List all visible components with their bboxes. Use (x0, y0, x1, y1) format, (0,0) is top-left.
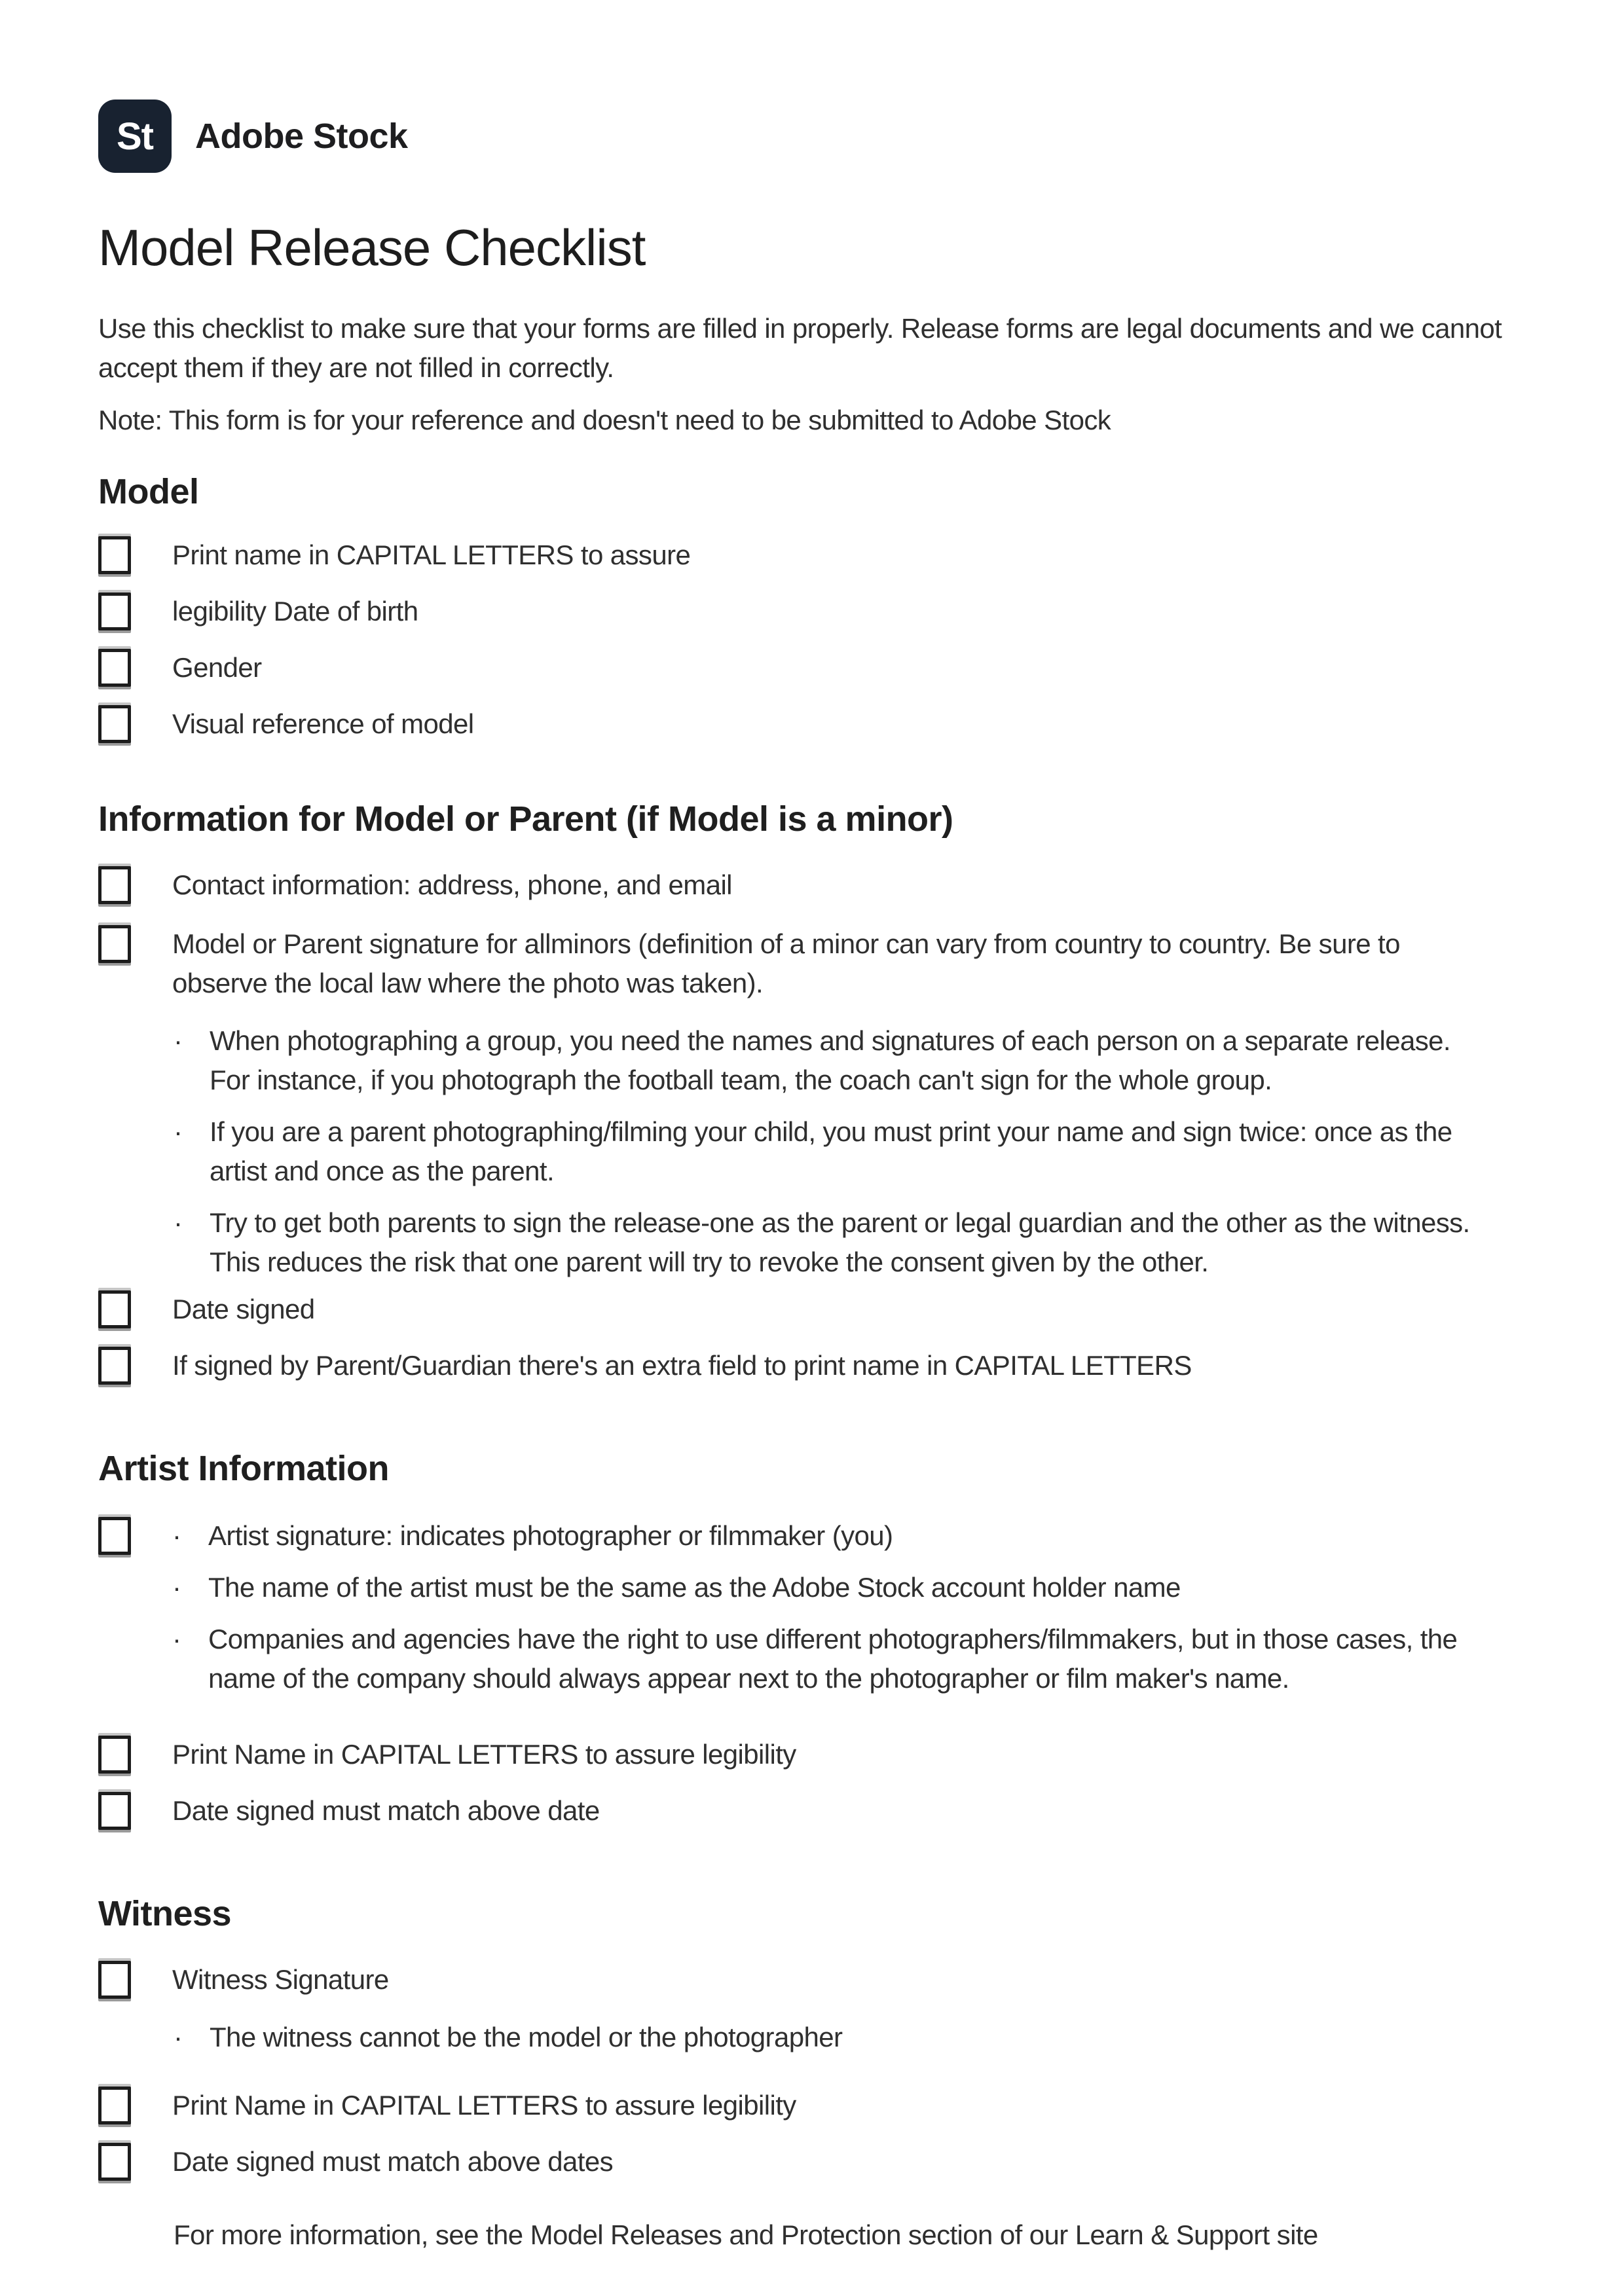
section-heading-artist: Artist Information (98, 1448, 389, 1488)
checklist-item (98, 1735, 1526, 1774)
checklist-item-label: Date signed must match above dates (172, 2145, 613, 2177)
checkbox[interactable] (98, 925, 131, 963)
bullet-list (172, 1516, 1492, 1698)
bullet-text: If you are a parent photographing/filming your child, you must print your name and sign twice: once as the artist and once as the parent. (210, 1116, 1452, 1186)
checklist-item-label: Contact information: address, phone, and email (172, 869, 732, 900)
bullet-item (174, 1021, 1526, 1100)
brand-logo (98, 0, 1526, 173)
checkbox[interactable] (98, 536, 131, 574)
checklist-item-label: If signed by Parent/Guardian there's an extra field to print name in CAPITAL LETTERS (172, 1349, 1192, 1381)
adobe-stock-icon (98, 100, 172, 173)
bullet-icon: · (174, 1025, 183, 1056)
bullet-icon: · (172, 1623, 181, 1654)
bullet-text: The name of the artist must be the same as the Adobe Stock account holder name (208, 1571, 1181, 1603)
checklist-item-label: Date signed must match above date (172, 1795, 600, 1826)
page-title: Model Release Checklist (98, 219, 646, 276)
checklist-item (98, 2142, 1526, 2181)
bullet-item (174, 2018, 1526, 2057)
bullet-icon: · (172, 1571, 181, 1603)
checkbox[interactable] (98, 2143, 131, 2181)
bullet-list (174, 1021, 1526, 1282)
bullet-text: Try to get both parents to sign the release-one as the parent or legal guardian and the other as the witness. This reduces the risk that one parent will try to revoke the consent given by the other. (210, 1207, 1470, 1277)
checkbox[interactable] (98, 705, 131, 743)
note-line: Note: This form is for your reference and doesn't need to be submitted to Adobe Stock (98, 404, 1111, 435)
checklist-item (98, 866, 1526, 905)
section-heading-witness: Witness (98, 1893, 232, 1933)
bullet-text: When photographing a group, you need the names and signatures of each person on a separate release. For instance, if you photograph the football team, the coach can't sign for the whole group. (210, 1025, 1450, 1095)
bullet-icon: · (174, 1207, 183, 1238)
checkbox[interactable] (98, 2086, 131, 2124)
bullet-icon: · (174, 2021, 183, 2052)
checklist-item (98, 924, 1526, 1003)
checkbox[interactable] (98, 1290, 131, 1328)
bullet-text: Companies and agencies have the right to use different photographers/filmmakers, but in those cases, the name of the company should always appear next to the photographer or film maker's name. (208, 1623, 1458, 1694)
checklist-item (98, 2086, 1526, 2125)
section-heading-info: Information for Model or Parent (if Model is a minor) (98, 799, 953, 839)
checkbox[interactable] (98, 1792, 131, 1830)
checkbox[interactable] (98, 1736, 131, 1774)
checklist-item-label: Date signed (172, 1293, 315, 1324)
checkbox[interactable] (98, 1961, 131, 1999)
checklist-item (98, 648, 1526, 687)
bullet-text: Artist signature: indicates photographer or filmmaker (you) (208, 1520, 893, 1551)
checklist-item (98, 1791, 1526, 1831)
checkbox[interactable] (98, 1347, 131, 1385)
checklist-item (98, 1960, 1526, 1999)
checklist-item-label: Print Name in CAPITAL LETTERS to assure legibility (172, 2089, 796, 2121)
footer-note: For more information, see the Model Releases and Protection section of our Learn & Support site (174, 2219, 1318, 2250)
checkbox[interactable] (98, 1517, 131, 1555)
checklist-item-label: Model or Parent signature for allminors (definition of a minor can vary from country to country. Be sure to observe the local law where the photo was taken). (172, 928, 1400, 998)
intro-paragraph: Use this checklist to make sure that your forms are filled in properly. Release forms are legal documents and we cannot accept them if they are not filled in correctly. (98, 312, 1502, 383)
bullet-item (174, 1112, 1526, 1191)
bullet-item (172, 1516, 1492, 1556)
bullet-icon: · (172, 1520, 181, 1551)
section-heading-model: Model (98, 471, 199, 511)
checklist-item-label: Visual reference of model (172, 708, 474, 739)
checkbox[interactable] (98, 649, 131, 687)
checklist-item-label: Print Name in CAPITAL LETTERS to assure legibility (172, 1738, 796, 1770)
checklist-item-label: legibility Date of birth (172, 595, 418, 627)
bullet-icon: · (174, 1116, 183, 1147)
bullet-text: The witness cannot be the model or the photographer (210, 2021, 843, 2052)
bullet-item (172, 1568, 1492, 1607)
brand-name: Adobe Stock (195, 117, 408, 156)
checklist-item (98, 1290, 1526, 1329)
checklist-item-label: Witness Signature (172, 1963, 389, 1995)
checklist-item-label: Print name in CAPITAL LETTERS to assure (172, 539, 691, 570)
bullet-item (172, 1620, 1492, 1698)
checkbox[interactable] (98, 866, 131, 904)
checklist-item (98, 536, 1526, 575)
bullet-item (174, 1203, 1526, 1282)
adobe-stock-icon-letters: St (117, 115, 153, 158)
checklist-item (98, 592, 1526, 631)
bullet-list (174, 2018, 1526, 2057)
checklist-item-label: Gender (172, 651, 262, 683)
checkbox[interactable] (98, 592, 131, 630)
checklist-item (98, 1346, 1526, 1385)
checklist-item (98, 704, 1526, 744)
checklist-item (98, 1516, 1526, 1698)
